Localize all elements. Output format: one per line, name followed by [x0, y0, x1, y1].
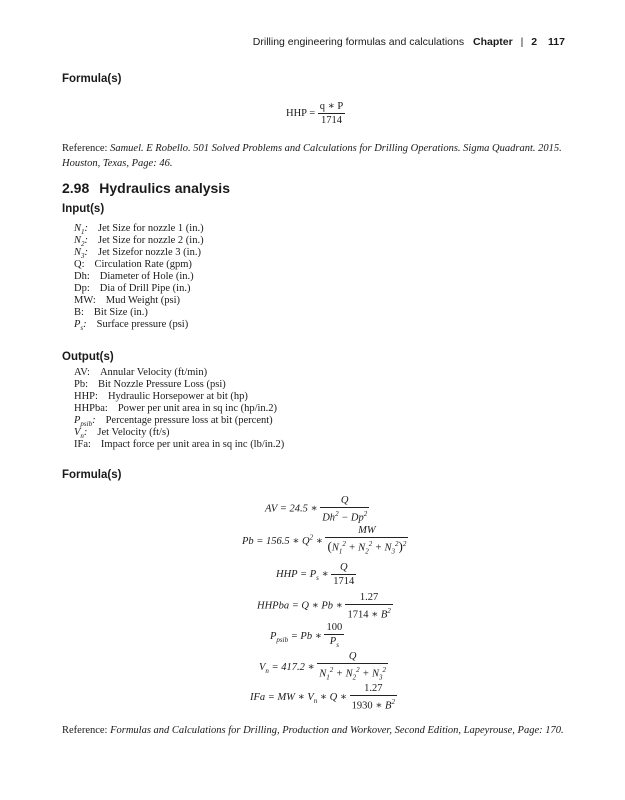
- inputs-heading: Input(s): [62, 203, 105, 215]
- list-item: $V_n$: Jet Velocity (ft/s): [74, 427, 170, 441]
- inputs-list: [74, 223, 204, 331]
- formula-hhpba: HHPba = Q ∗ Pb ∗ $\frac{1.27}{1714 ∗ B^2}$: [257, 592, 391, 621]
- reference-top: [62, 141, 567, 171]
- list-item: AV: Annular Velocity (ft/min): [74, 367, 208, 378]
- list-item: $N_2$: Jet Size for nozzle 2 (in.): [74, 235, 204, 249]
- list-item: HHPba: Power per unit area in sq inc (hp/in.2): [74, 403, 278, 414]
- hhp-numerator: q ∗ P: [319, 101, 344, 112]
- formula-ppsib: $P_{psib} = Pb$ ∗ $\frac{100}{P_s}$: [270, 622, 343, 650]
- formula-pb: Pb = 156.5 ∗ $Q^2$ ∗ $\frac{MW}{(N_1^2 + N_2^2 + N_3^2)^2}$: [242, 525, 407, 556]
- formula-numerator: Q: [320, 494, 369, 508]
- formula-numerator: Q: [331, 561, 356, 575]
- formula-vn: $V_n = 417.2$ ∗ $\frac{Q}{N_1^2 + N_2^2 + N_3^2}$: [259, 651, 386, 682]
- reference-bottom: [62, 723, 567, 738]
- list-item: Pb: Bit Nozzle Pressure Loss (psi): [74, 379, 226, 390]
- formula-av: AV = 24.5 ∗ $\frac{Q}{Dh^2 - Dp^2}$: [265, 495, 368, 524]
- formula-lhs: HHPba = Q ∗ Pb ∗: [257, 600, 343, 612]
- reference-text: Samuel. E Robello. 501 Solved Problems and Calculations for Drilling Operations. Sigma Quadrant. 2015. Houston, Texas, Page: 46.: [62, 143, 562, 169]
- separator: |: [520, 36, 524, 48]
- reference-text: Formulas and Calculations for Drilling, Production and Workover, Second Edition, Lapeyrouse, Page: 170.: [110, 725, 564, 736]
- chapter-label: Chapter: [473, 36, 513, 48]
- formulas-heading: Formula(s): [62, 469, 122, 481]
- formula-heading-top: Formula(s): [62, 73, 122, 85]
- section-title: Hydraulics analysis: [99, 180, 230, 196]
- list-item: Dh: Diameter of Hole (in.): [74, 271, 194, 282]
- list-item: MW: Mud Weight (psi): [74, 295, 180, 306]
- list-item: $N_1$: Jet Size for nozzle 1 (in.): [74, 223, 204, 237]
- formula-denominator: 1714: [333, 576, 355, 587]
- formula-numerator: 1.27: [350, 682, 397, 696]
- formula-hhp: HHP = $P_s$ ∗ $\frac{Q}{1714}$: [276, 562, 355, 587]
- chapter-number: 2: [531, 36, 538, 48]
- list-item: Q: Circulation Rate (gpm): [74, 259, 192, 270]
- hhp-formula: HHP = $\frac{q ∗ P}{1714}$: [286, 101, 344, 126]
- list-item: Dp: Dia of Drill Pipe (in.): [74, 283, 191, 294]
- book-title: Drilling engineering formulas and calculations: [252, 36, 465, 48]
- section-number: 2.98: [62, 180, 90, 196]
- reference-label: Reference:: [62, 143, 108, 154]
- hhp-denominator: 1714: [321, 115, 343, 126]
- running-head: [253, 36, 565, 48]
- page-number: 117: [548, 36, 565, 48]
- formula-numerator: MW: [325, 524, 408, 538]
- formula-numerator: 1.27: [345, 591, 392, 605]
- list-item: IFa: Impact force per unit area in sq inc (lb/in.2): [74, 439, 285, 450]
- outputs-list: [74, 367, 284, 451]
- outputs-heading: Output(s): [62, 351, 114, 363]
- list-item: $P_{psib}$: Percentage pressure loss at bit (percent): [74, 415, 273, 429]
- list-item: HHP: Hydraulic Horsepower at bit (hp): [74, 391, 248, 402]
- list-item: $P_s$: Surface pressure (psi): [74, 319, 189, 333]
- list-item: B: Bit Size (in.): [74, 307, 148, 318]
- formula-numerator: 100: [326, 622, 343, 633]
- reference-label: Reference:: [62, 725, 108, 736]
- hhp-lhs: HHP: [286, 107, 307, 119]
- formula-ifa: IFa = MW ∗ $V_n$ ∗ Q ∗ $\frac{1.27}{1930 ∗ B^2}$: [250, 683, 395, 712]
- formula-lhs: AV = 24.5 ∗: [265, 503, 318, 515]
- section-heading: [62, 180, 230, 196]
- list-item: $N_3$: Jet Sizefor nozzle 3 (in.): [74, 247, 201, 261]
- formula-numerator: Q: [317, 650, 388, 664]
